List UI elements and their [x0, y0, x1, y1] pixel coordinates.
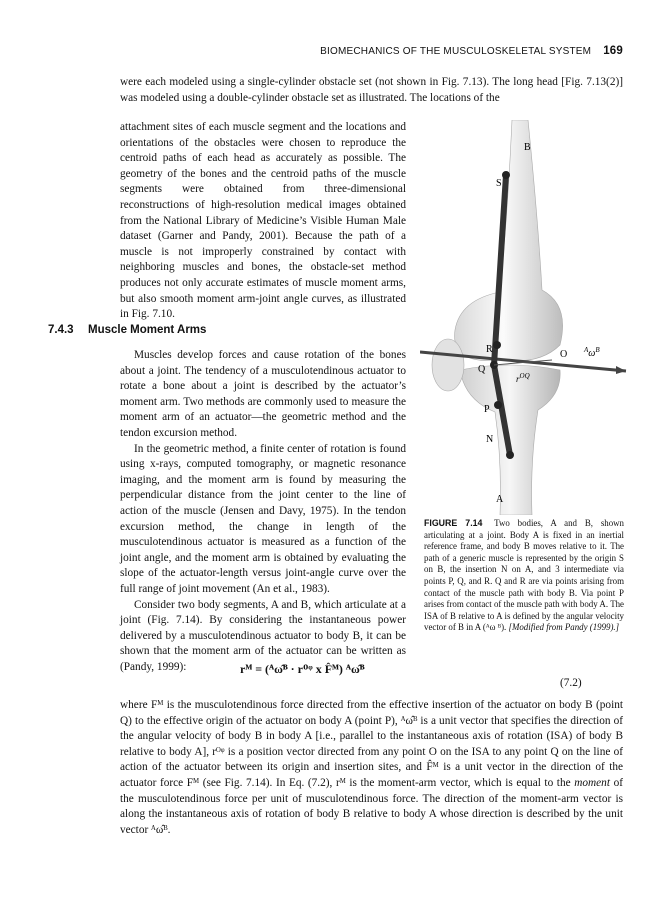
figure-7-14: [420, 120, 632, 515]
label-omega: $^A\omega^B$: [584, 346, 600, 359]
via-point-n: [506, 451, 514, 459]
caption-source: [Modified from Pandy (1999).]: [508, 622, 620, 633]
body-paragraph-2: In the geometric method, a finite center of rotation is found using x-rays, computed tomography, or magnetic resonance imaging, and the moment arm is found by measuring the perpendicular distance from the joint center to the line of action of the muscle (Jensen and Davy, 1975). In the tendon excursion method, the change in length of the musculotendinous actuator is measured as a function of the joint angle, and the moment arm is obtained by evaluating the slope of the actuator-length versus joint-angle curve over the full range of joint movement (An et al., 1983).: [120, 442, 406, 595]
label-roq: $r^{OQ}$: [516, 372, 530, 384]
section-number: 7.4.3: [48, 324, 74, 336]
post-text-b: of the musculotendinous force per unit of musculotendinous force. The direction of the moment-arm vector is along the instantaneous axis of rotation of body B relative to body A whose direction is described by the unit vector ᴬω̂ᴮ.: [120, 776, 623, 836]
label-q: Q: [478, 364, 486, 375]
label-r: R: [486, 344, 493, 355]
knee-joint-illustration: [420, 120, 632, 515]
running-title: BIOMECHANICS OF THE MUSCULOSKELETAL SYSTEM: [320, 46, 592, 57]
running-header: [0, 45, 623, 57]
caption-label: FIGURE 7.14: [424, 518, 483, 528]
label-p: P: [484, 404, 490, 415]
patella: [432, 339, 464, 391]
via-point-s: [502, 171, 510, 179]
section-title: Muscle Moment Arms: [88, 324, 207, 336]
intro-paragraph: were each modeled using a single-cylinder obstacle set (not shown in Fig. 7.13). The long head [Fig. 7.13(2)] was modeled using a double-cylinder obstacle set as illustrated. The locations of the: [120, 76, 623, 104]
via-point-p: [494, 401, 502, 409]
post-emphasis: moment: [574, 776, 610, 789]
figure-caption: [424, 518, 624, 634]
caption-text: Two bodies, A and B, shown articulating at a joint. Body A is fixed in an inertial reference frame, and body B moves relative to it. The path of a generic muscle is represented by the origin S on B, the insertion N on A, and 3 intermediate via points P, Q, and R. Q and R are via points arising from contact of the muscle path with body B. Via point P arises from contact of the muscle path with body A. The ISA of B relative to A is defined by the angular velocity vector of B in A (ᴬω ᴮ).: [424, 518, 624, 633]
label-s: S: [496, 178, 502, 189]
label-b: B: [524, 142, 531, 153]
page-number: 169: [603, 45, 623, 57]
equation-7-2: rᴹ = (ᴬω̂ᴮ · rᴼᵠ x F̂ᴹ) ᴬω̂ᴮ: [240, 662, 365, 676]
equation-number: (7.2): [560, 677, 582, 689]
body-paragraph-3: Consider two body segments, A and B, which articulate at a joint (Fig. 7.14). By considering the instantaneous power delivered by a musculotendinous actuator to body B, it can be shown that the moment arm of the actuator can be written as (Pandy, 1999):: [120, 598, 406, 673]
label-n: N: [486, 434, 494, 445]
label-a: A: [496, 494, 504, 505]
post-equation-paragraph: [120, 698, 623, 838]
body-column: [120, 348, 406, 675]
section-heading: [48, 324, 206, 336]
via-point-r: [493, 341, 501, 349]
body-b-bone: [455, 120, 563, 361]
intro-wrapped-paragraph: attachment sites of each muscle segment and the locations and orientations of the obstacles were chosen to reproduce the centroid paths of each head as accurately as possible. The geometry of the bones and the centroid paths of the muscle segments were obtained from three-dimensional reconstructions of high-resolution medical images obtained from the National Library of Medicine’s Visible Human Male dataset (Garner and Pandy, 2001). Because the path of a muscle is not improperly constrained by contact with neighboring muscles and bones, the obstacle-set method produces not only accurate estimates of muscle moment arms, but also smooth moment arm-joint angle curves, as illustrated in Fig. 7.10.: [120, 121, 406, 321]
body-paragraph-1: Muscles develop forces and cause rotation of the bones about a joint. The tendency of a musculotendinous actuator to rotate a bone about a joint is described by the actuator’s moment arm. Two methods are commonly used to measure the moment arm of an actuator—the geometric method and the tendon excursion method.: [120, 349, 406, 439]
post-text-a: where Fᴹ is the musculotendinous force directed from the effective insertion of the actuator on body B (point Q) to the effective origin of the actuator on body A (point P), ᴬω̂ᴮ is a unit vector that specifies the direction of the angular velocity of body B in body A [i.e., parallel to the instantaneous axis of rotation (ISA) of body B relative to body A], rᴼᵠ is a position vector directed from any point O on the ISA to any point Q on the line of action of the actuator between its origin and insertion sites, and F̂ᴹ is a unit vector in the direction of the actuator force Fᴹ (see Fig. 7.14). In Eq. (7.2), rᴹ is the moment-arm vector, which is equal to the: [120, 699, 623, 789]
label-o: O: [560, 349, 568, 360]
